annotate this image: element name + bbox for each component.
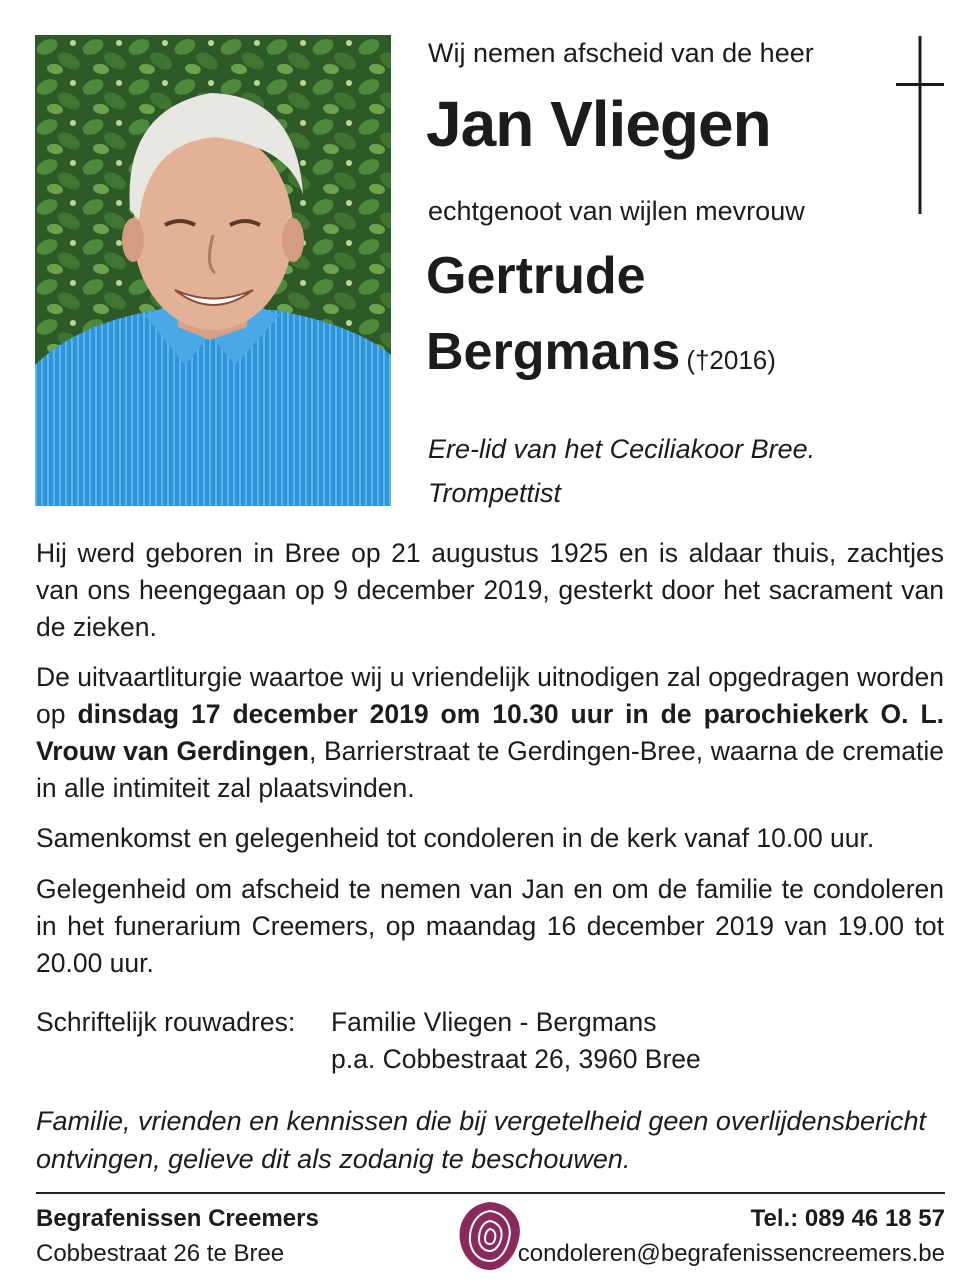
footer-divider — [36, 1192, 945, 1194]
closing-note: Familie, vrienden en kennissen die bij vergetelheid geen overlijdensbericht ontvingen, gelieve dit als zodanig te beschouwen. — [36, 1106, 927, 1174]
company-phone: Tel.: 089 46 18 57 — [750, 1205, 945, 1232]
company-street: Cobbestraat 26 te Bree — [36, 1240, 285, 1267]
funeral-paragraph — [36, 659, 944, 807]
intro-text: Wij nemen afscheid van de heer — [428, 38, 814, 68]
spouse-last-name: Bergmans — [426, 323, 681, 381]
portrait-photo — [35, 35, 391, 506]
spouse-last-name-line — [426, 323, 776, 381]
spouse-death-year: (†2016) — [686, 345, 776, 375]
honor-text — [428, 427, 815, 515]
address-label: Schriftelijk rouwadres: — [36, 1007, 296, 1037]
address-line-2: p.a. Cobbestraat 26, 3960 Bree — [331, 1044, 701, 1074]
cross-icon — [896, 36, 944, 214]
mourning-address — [36, 1004, 701, 1078]
spouse-intro-text: echtgenoot van wijlen mevrouw — [428, 196, 805, 226]
birth-death-paragraph: Hij werd geboren in Bree op 21 augustus 1925 en is aldaar thuis, zachtjes van ons heengegaan op 9 december 2019, gesterkt door het sacrament van de zieken. — [36, 538, 944, 642]
honor-line-2: Trompettist — [428, 478, 562, 508]
funeral-text-b: , Barrierstraat te Gerdingen-Bree, waarna de crematie in alle intimiteit zal plaatsvinden. — [36, 736, 944, 803]
funeral-date-location: dinsdag 17 december 2019 om 10.30 uur in de parochiekerk O. L. Vrouw van Gerdingen — [36, 699, 945, 766]
company-email: condoleren@begrafenissencreemers.be — [517, 1240, 945, 1267]
gathering-paragraph: Samenkomst en gelegenheid tot condoleren in de kerk vanaf 10.00 uur. — [36, 823, 875, 853]
viewing-paragraph: Gelegenheid om afscheid te nemen van Jan en om de familie te condoleren in het funerarium Creemers, op maandag 16 december 2019 van 19.00 tot 20.00 uur. — [36, 874, 944, 978]
honor-line-1: Ere-lid van het Ceciliakoor Bree. — [428, 434, 816, 464]
company-name: Begrafenissen Creemers — [36, 1205, 319, 1232]
funeral-text-a: De uitvaartliturgie waartoe wij u vriendelijk uitnodigen zal opgedragen worden op — [36, 662, 944, 729]
rose-logo-icon — [454, 1197, 526, 1275]
spouse-first-name: Gertrude — [426, 247, 646, 305]
address-line-1: Familie Vliegen - Bergmans — [331, 1007, 657, 1037]
deceased-name: Jan Vliegen — [426, 88, 771, 160]
